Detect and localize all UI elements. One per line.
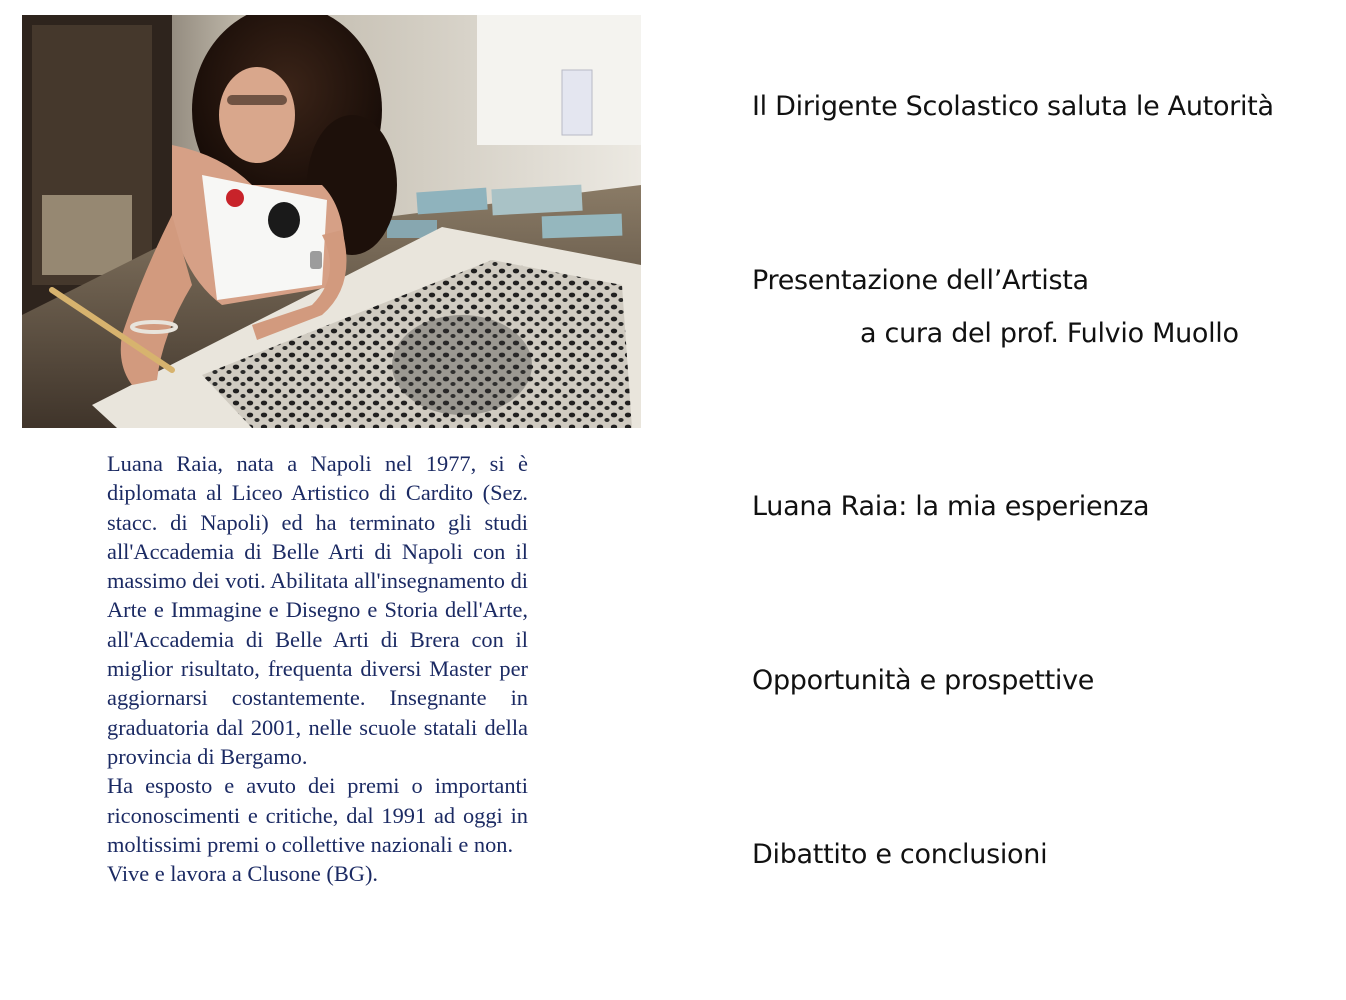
program-item-experience: Luana Raia: la mia esperienza (752, 491, 1150, 522)
program-item-artist-presentation: Presentazione dell’Artista (752, 265, 1089, 296)
event-program (752, 0, 1342, 1000)
program-item-debate: Dibattito e conclusioni (752, 839, 1048, 870)
program-item-opportunities: Opportunità e prospettive (752, 665, 1095, 696)
artist-biography (107, 449, 528, 888)
program-item-presenter: a cura del prof. Fulvio Muollo (860, 318, 1239, 349)
bio-paragraph-residence: Vive e lavora a Clusone (BG). (107, 861, 378, 887)
artist-photo (22, 15, 641, 428)
program-item-welcome: Il Dirigente Scolastico saluta le Autorità (752, 91, 1274, 122)
bio-paragraph-main: Luana Raia, nata a Napoli nel 1977, si è diplomata al Liceo Artistico di Cardito (Sez. stacc. di Napoli) ed ha terminato gli studi all'Accademia di Belle Arti di Napoli con il massimo dei voti. Abilitata all'insegnamento di Arte e Immagine e Disegno e Storia dell'Arte, all'Accademia di Belle Arti di Brera con il miglior risultato, frequenta diversi Master per aggiornarsi costantemente. Insegnante in graduatoria dal 2001, nelle scuole statali della provincia di Bergamo. (107, 451, 528, 769)
bio-paragraph-exhibitions: Ha esposto e avuto dei premi o importanti riconoscimenti e critiche, dal 1991 ad oggi in moltissimi premi o collettive nazionali e non. (107, 773, 528, 857)
